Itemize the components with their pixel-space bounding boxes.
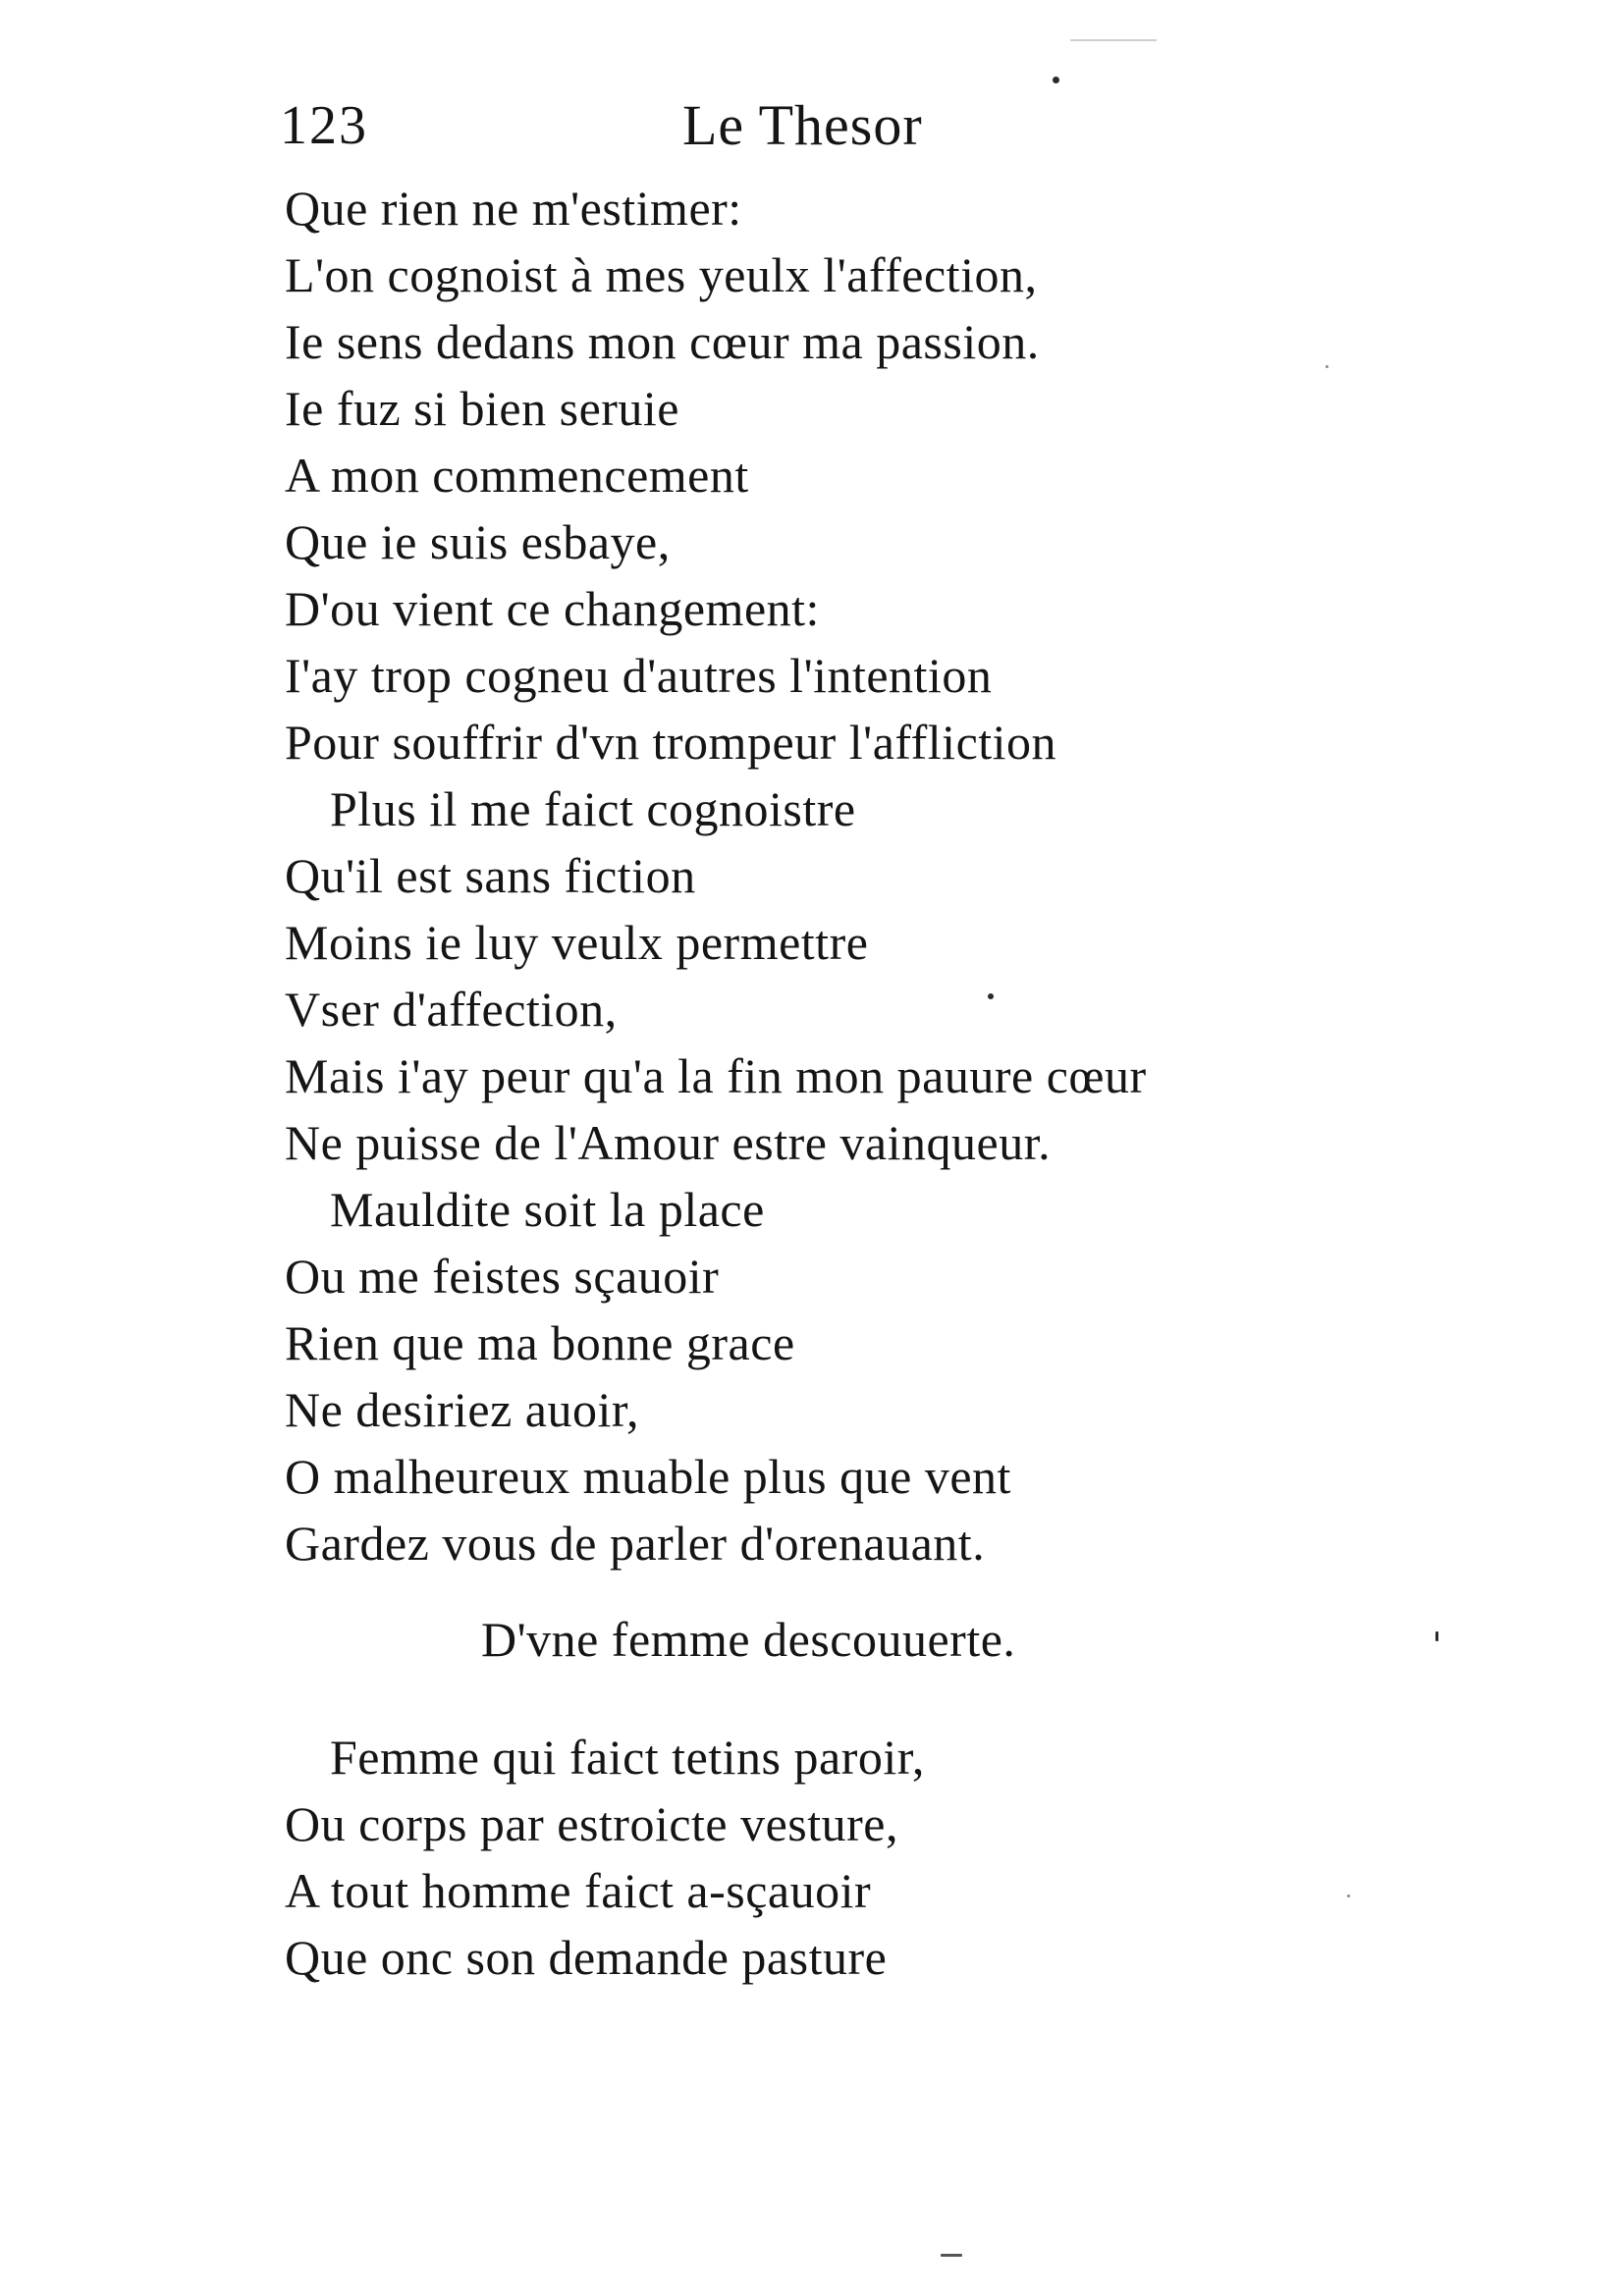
poem-line: Ne puisse de l'Amour estre vainqueur.: [285, 1115, 1052, 1170]
poem-line: Que rien ne m'estimer:: [285, 181, 742, 236]
section-title: D'vne femme descouuerte.: [481, 1612, 1016, 1667]
poem-line: Ie fuz si bien seruie: [285, 381, 680, 436]
poem-line: O malheureux muable plus que vent: [285, 1449, 1011, 1504]
ink-speck: [1053, 77, 1059, 83]
poem-line: Que onc son demande pasture: [285, 1930, 888, 1985]
poem-line: L'on cognoist à mes yeulx l'affection,: [285, 247, 1038, 302]
ink-speck: [1435, 1631, 1438, 1641]
poem-line: A mon commencement: [285, 448, 749, 503]
poem-line: Ou corps par estroicte vesture,: [285, 1796, 898, 1851]
page-number: 123: [280, 95, 368, 156]
poem-line: Ne desiriez auoir,: [285, 1382, 640, 1437]
poem-line: Plus il me faict cognoistre: [330, 781, 856, 836]
poem-line: Pour souffrir d'vn trompeur l'affliction: [285, 715, 1057, 770]
poem-line: Femme qui faict tetins paroir,: [330, 1730, 925, 1785]
poem-line: A tout homme faict a-sçauoir: [285, 1863, 872, 1918]
poem-line: Qu'il est sans fiction: [285, 848, 696, 903]
poem-line: D'ou vient ce changement:: [285, 581, 820, 636]
running-head: Le Thesor: [682, 93, 923, 157]
page-header: [280, 86, 987, 165]
poem-line: Rien que ma bonne grace: [285, 1315, 795, 1370]
poem-body: [285, 175, 1404, 1576]
ink-speck: [941, 2254, 962, 2257]
poem-line: Ie sens dedans mon cœur ma passion.: [285, 314, 1040, 369]
poem-line: Mauldite soit la place: [330, 1182, 765, 1237]
poem-line: Vser d'affection,: [285, 982, 618, 1037]
poem-line: Gardez vous de parler d'orenauant.: [285, 1516, 986, 1571]
poem-line: Que ie suis esbaye,: [285, 514, 671, 569]
poem-line: Moins ie luy veulx permettre: [285, 915, 869, 970]
top-edge-mark: [1070, 39, 1157, 41]
second-poem-body: [285, 1724, 1404, 1991]
poem-line: I'ay trop cogneu d'autres l'intention: [285, 648, 993, 703]
poem-line: Mais i'ay peur qu'a la fin mon pauure cœur: [285, 1048, 1147, 1103]
poem-line: Ou me feistes sçauoir: [285, 1249, 720, 1304]
